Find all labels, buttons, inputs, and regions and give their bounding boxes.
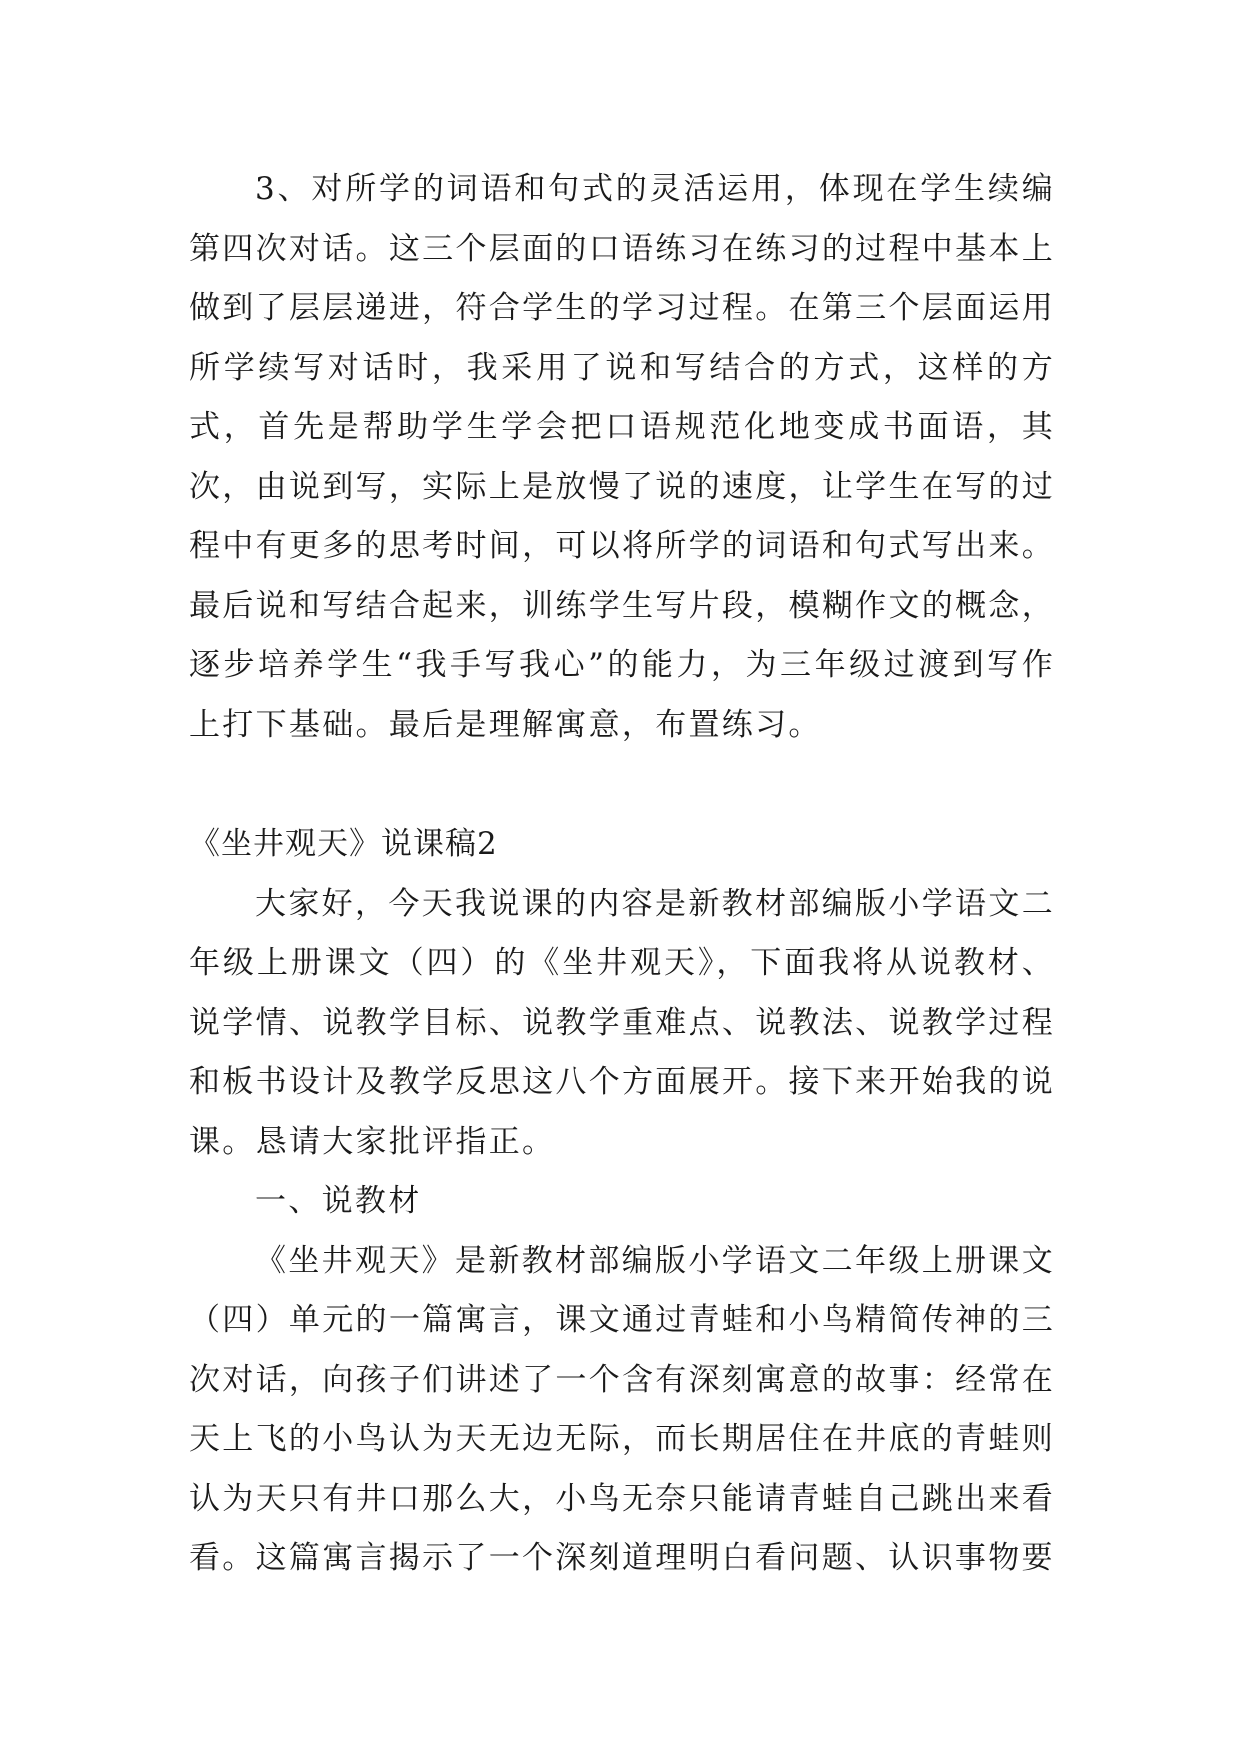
paragraph-textbook-description: 《坐井观天》是新教材部编版小学语文二年级上册课文（四）单元的一篇寓言，课文通过青蛙和小鸟精简传神的三次对话，向孩子们讲述了一个含有深刻寓意的故事：经常在天上飞的小鸟认为天无边无际，而长期居住在井底的青蛙则认为天只有井口那么大，小鸟无奈只能请青蛙自己跳出来看看。这篇寓言揭示了一个深刻道理明白看问题、认识事物要 <box>189 1242 1055 1576</box>
document-body <box>189 160 1055 1589</box>
paragraph-summary-point-3: 3、对所学的词语和句式的灵活运用，体现在学生续编第四次对话。这三个层面的口语练习在练习的过程中基本上做到了层层递进，符合学生的学习过程。在第三个层面运用所学续写对话时，我采用了说和写结合的方式，这样的方式，首先是帮助学生学会把口语规范化地变成书面语，其次，由说到写，实际上是放慢了说的速度，让学生在写的过程中有更多的思考时间，可以将所学的词语和句式写出来。最后说和写结合起来，训练学生写片段，模糊作文的概念，逐步培养学生“我手写我心”的能力，为三年级过渡到写作上打下基础。最后是理解寓意，布置练习。 <box>189 171 1055 743</box>
section-spacer <box>189 755 1055 815</box>
subheading-textbook: 一、说教材 <box>255 1183 422 1219</box>
section-title: 《坐井观天》说课稿2 <box>189 826 498 862</box>
paragraph-introduction: 大家好，今天我说课的内容是新教材部编版小学语文二年级上册课文（四）的《坐井观天》，下面我将从说教材、说学情、说教学目标、说教学重难点、说教法、说教学过程和板书设计及教学反思这八个方面展开。接下来开始我的说课。恳请大家批评指正。 <box>189 885 1055 1160</box>
